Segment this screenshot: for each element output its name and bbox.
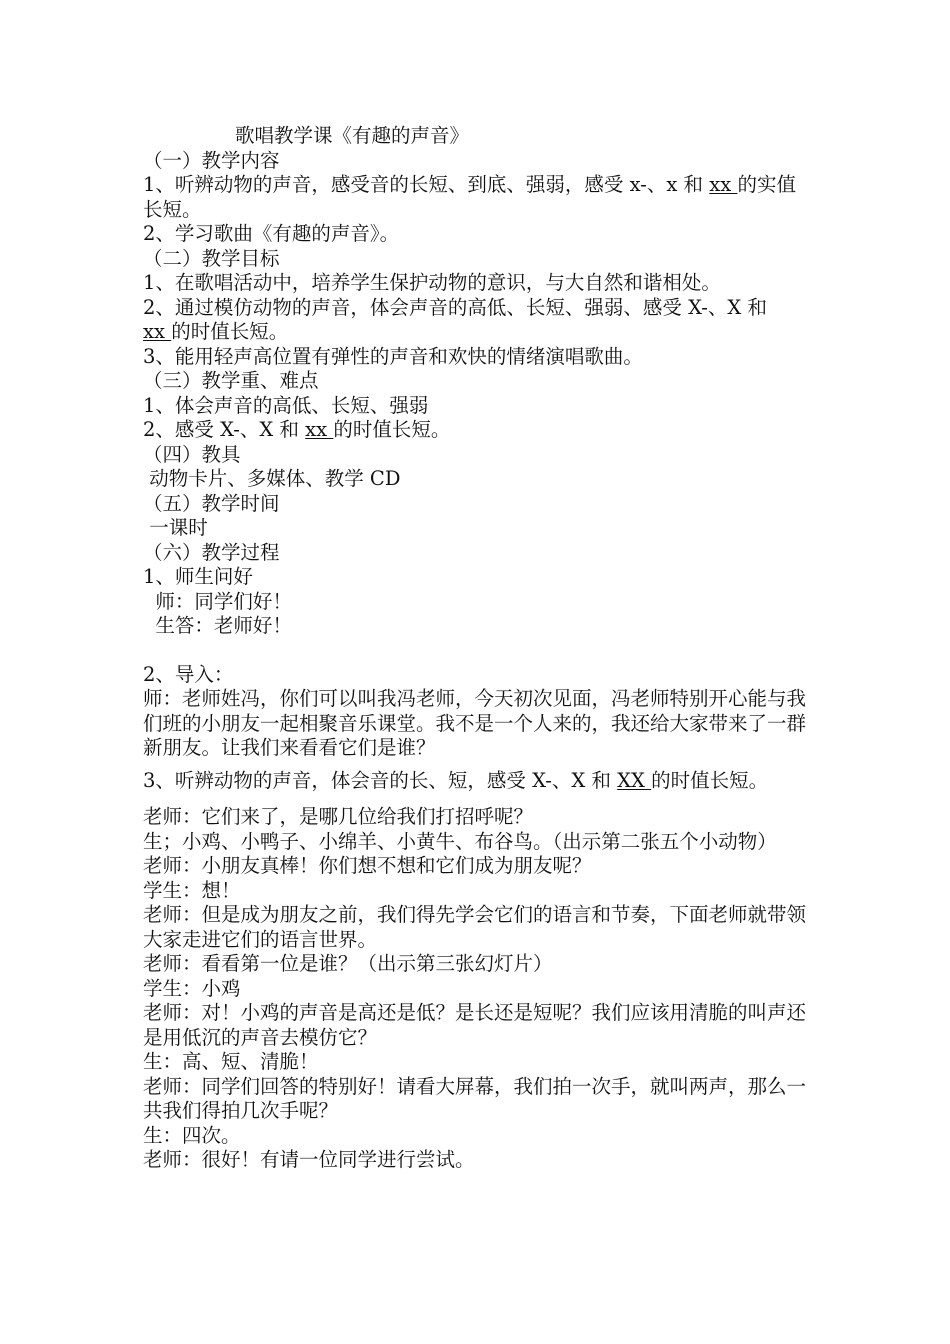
key-point-2-text: 2、感受 X-、X 和 [143,418,306,441]
content-item-2: 2、学习歌曲《有趣的声音》。 [143,222,400,245]
rhythm-xx-underlined: XX [617,768,652,792]
dialog-line: 生：高、短、清脆！ [143,1050,319,1073]
section-heading-tools: （四）教具 [143,442,241,466]
tools-list: 动物卡片、多媒体、教学 CD [143,467,401,490]
goal-item-2-text: 2、通过模仿动物的声音，体会声音的高低、长短、强弱、感受 X-、X 和 [143,295,767,319]
goal-item-1: 1、在歌唱活动中，培养学生保护动物的意识，与大自然和谐相处。 [143,271,721,294]
content-item-1-text: 1、听辨动物的声音，感受音的长短、到底、强弱，感受 x-、x 和 [143,173,710,196]
rhythm-xx-underlined: xx [143,320,172,343]
student-greeting: 生答：老师好！ [143,614,292,637]
goal-item-2 [143,296,810,345]
process-step-3-text: 3、听辨动物的声音，体会音的长、短，感受 X-、X 和 [143,768,618,792]
teacher-greeting: 师：同学们好！ [143,589,292,613]
key-point-2 [143,418,810,443]
dialog-line: 老师：对！小鸡的声音是高还是低？是长还是短呢？我们应该用清脆的叫声还是用低沉的声音去模仿它？ [143,1001,807,1049]
key-point-1: 1、体会声音的高低、长短、强弱 [143,393,429,417]
dialog-line: 学生：想！ [143,878,241,902]
dialog-line: 老师：它们来了，是哪几位给我们打招呼呢？ [143,805,534,828]
process-step-3 [143,769,810,794]
rhythm-xx-underlined: xx [305,418,334,441]
content-item-1 [143,173,810,222]
content-item-1-text-end: 的实值长短。 [143,173,796,221]
dialog-line: 老师：同学们回答的特别好！请看大屏幕，我们拍一次手，就叫两声，那么一共我们得拍几次手呢？ [143,1074,807,1122]
dialog-line: 生：四次。 [143,1123,241,1147]
dialog-line: 老师：很好！有请一位同学进行尝试。 [143,1148,475,1171]
time-value: 一课时 [143,516,208,539]
section-heading-time: （五）教学时间 [143,491,280,515]
section-heading-goals: （二）教学目标 [143,246,280,270]
section-heading-key-points: （三）教学重、难点 [143,369,319,392]
section-heading-content: （一）教学内容 [143,148,280,172]
process-step-3-text-end: 的时值长短。 [651,768,769,792]
intro-paragraph: 师：老师姓冯，你们可以叫我冯老师，今天初次见面，冯老师特别开心能与我们班的小朋友一起相聚音乐课堂。我不是一个人来的，我还给大家带来了一群新朋友。让我们来看看它们是谁？ [143,687,807,759]
process-step-2: 2、导入： [143,662,234,686]
section-heading-process: （六）教学过程 [143,540,280,564]
goal-item-2-text-end: 的时值长短。 [171,320,289,343]
dialog-line: 老师：但是成为朋友之前，我们得先学会它们的语言和节奏，下面老师就带领大家走进它们的语言世界。 [143,903,807,951]
dialog-line: 老师：看看第一位是谁？（出示第三张幻灯片） [143,952,553,975]
goal-item-3: 3、能用轻声高位置有弹性的声音和欢快的情绪演唱歌曲。 [143,344,643,368]
dialog-line: 生；小鸡、小鸭子、小绵羊、小黄牛、布谷鸟。（出示第二张五个小动物） [143,829,777,853]
process-step-1: 1、师生问好 [143,565,253,588]
dialog-line: 学生：小鸡 [143,976,241,1000]
key-point-2-text-end: 的时值长短。 [333,418,451,441]
rhythm-xx-underlined: xx [709,173,738,196]
doc-title: 歌唱教学课《有趣的声音》 [235,124,470,147]
dialog-line: 老师：小朋友真棒！你们想不想和它们成为朋友呢？ [143,854,592,877]
